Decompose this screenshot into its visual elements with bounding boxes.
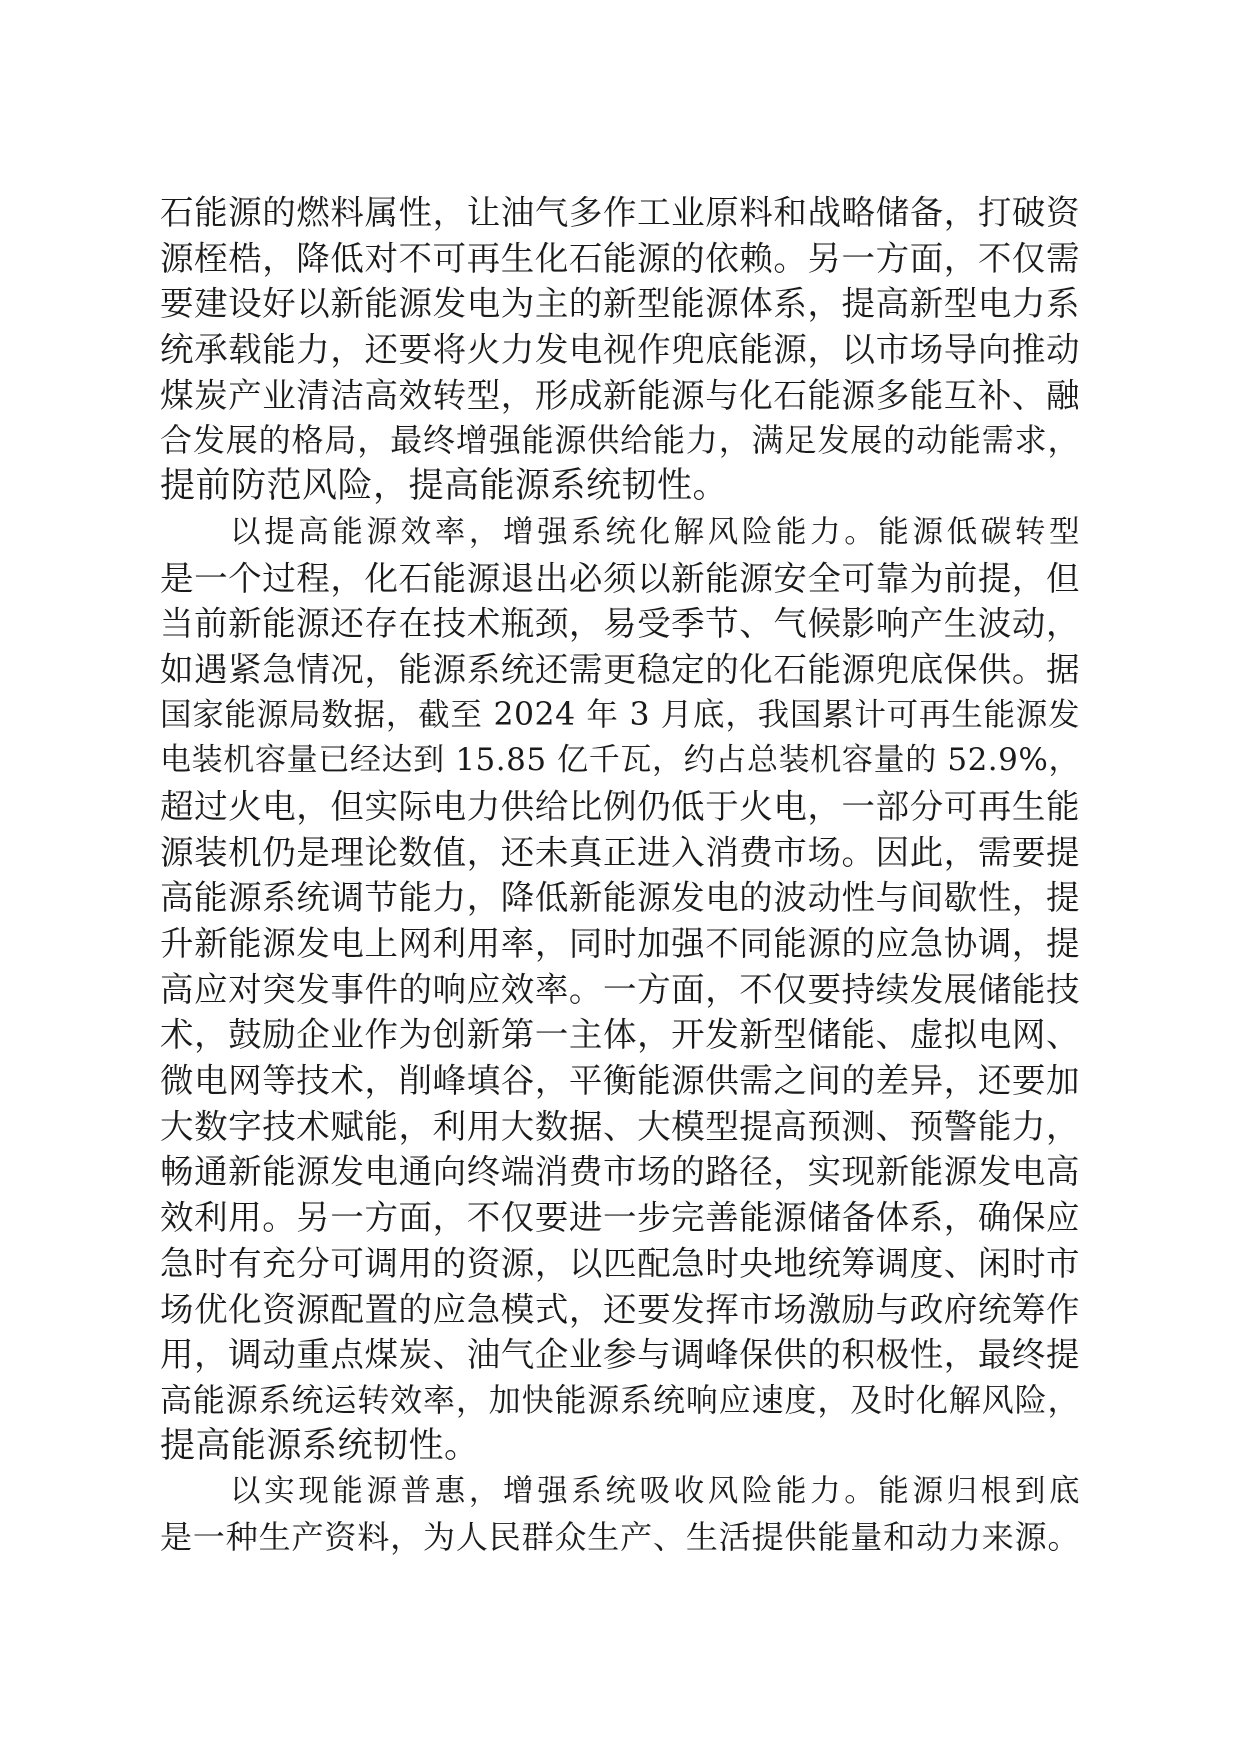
text-line: 升新能源发电上网利用率，同时加强不同能源的应急协调，提 — [160, 924, 1080, 963]
text-line: 大数字技术赋能，利用大数据、大模型提高预测、预警能力， — [160, 1106, 1080, 1146]
paragraph — [160, 510, 1080, 1469]
text-line: 电装机容量已经达到 15.85 亿千瓦，约占总装机容量的 52.9%， — [160, 742, 1080, 779]
text-line: 如遇紧急情况，能源系统还需更稳定的化石能源兜底保供。据 — [160, 649, 1080, 689]
paragraph — [160, 190, 1080, 510]
text-line: 当前新能源还存在技术瓶颈，易受季节、气候影响产生波动， — [160, 604, 1080, 644]
text-line: 源桎梏，降低对不可再生化石能源的依赖。另一方面，不仅需 — [160, 238, 1080, 278]
text-line: 是一个过程，化石能源退出必须以新能源安全可靠为前提，但 — [160, 558, 1080, 598]
text-line: 统承载能力，还要将火力发电视作兜底能源，以市场导向推动 — [160, 330, 1080, 370]
text-line: 合发展的格局，最终增强能源供给能力，满足发展的动能需求， — [160, 421, 1080, 460]
text-line: 提前防范风险，提高能源系统韧性。 — [160, 466, 729, 507]
text-line: 术，鼓励企业作为创新第一主体，开发新型储能、虚拟电网、 — [160, 1015, 1080, 1055]
text-line: 源装机仍是理论数值，还未真正进入消费市场。因此，需要提 — [160, 832, 1080, 872]
text-line: 要建设好以新能源发电为主的新型能源体系，提高新型电力系 — [160, 284, 1080, 324]
text-line: 高能源系统调节能力，降低新能源发电的波动性与间歇性，提 — [160, 878, 1080, 918]
text-line: 以提高能源效率，增强系统化解风险能力。能源低碳转型 — [230, 514, 1080, 550]
text-line: 高应对突发事件的响应效率。一方面，不仅要持续发展储能技 — [160, 969, 1080, 1009]
text-line: 是一种生产资料，为人民群众生产、生活提供能量和动力来源。 — [160, 1517, 1080, 1556]
text-line: 超过火电，但实际电力供给比例仍低于火电，一部分可再生能 — [160, 786, 1080, 826]
text-line: 场优化资源配置的应急模式，还要发挥市场激励与政府统筹作 — [160, 1289, 1080, 1329]
text-line: 以实现能源普惠，增强系统吸收风险能力。能源归根到底 — [230, 1474, 1080, 1510]
text-line: 煤炭产业清洁高效转型，形成新能源与化石能源多能互补、融 — [160, 375, 1080, 415]
text-line: 效利用。另一方面，不仅要进一步完善能源储备体系，确保应 — [160, 1198, 1080, 1238]
text-line: 用，调动重点煤炭、油气企业参与调峰保供的积极性，最终提 — [160, 1335, 1080, 1375]
text-line: 急时有充分可调用的资源，以匹配急时央地统筹调度、闲时市 — [160, 1243, 1080, 1283]
text-line: 高能源系统运转效率，加快能源系统响应速度，及时化解风险， — [160, 1380, 1080, 1419]
text-line: 石能源的燃料属性，让油气多作工业原料和战略储备，打破资 — [160, 193, 1080, 232]
text-line: 国家能源局数据，截至 2024 年 3 月底，我国累计可再生能源发 — [160, 696, 1080, 733]
body-text — [160, 190, 1080, 1561]
paragraph — [160, 1469, 1080, 1560]
text-line: 微电网等技术，削峰填谷，平衡能源供需之间的差异，还要加 — [160, 1061, 1080, 1101]
text-line: 提高能源系统韧性。 — [160, 1425, 480, 1466]
text-line: 畅通新能源发电通向终端消费市场的路径，实现新能源发电高 — [160, 1152, 1080, 1192]
